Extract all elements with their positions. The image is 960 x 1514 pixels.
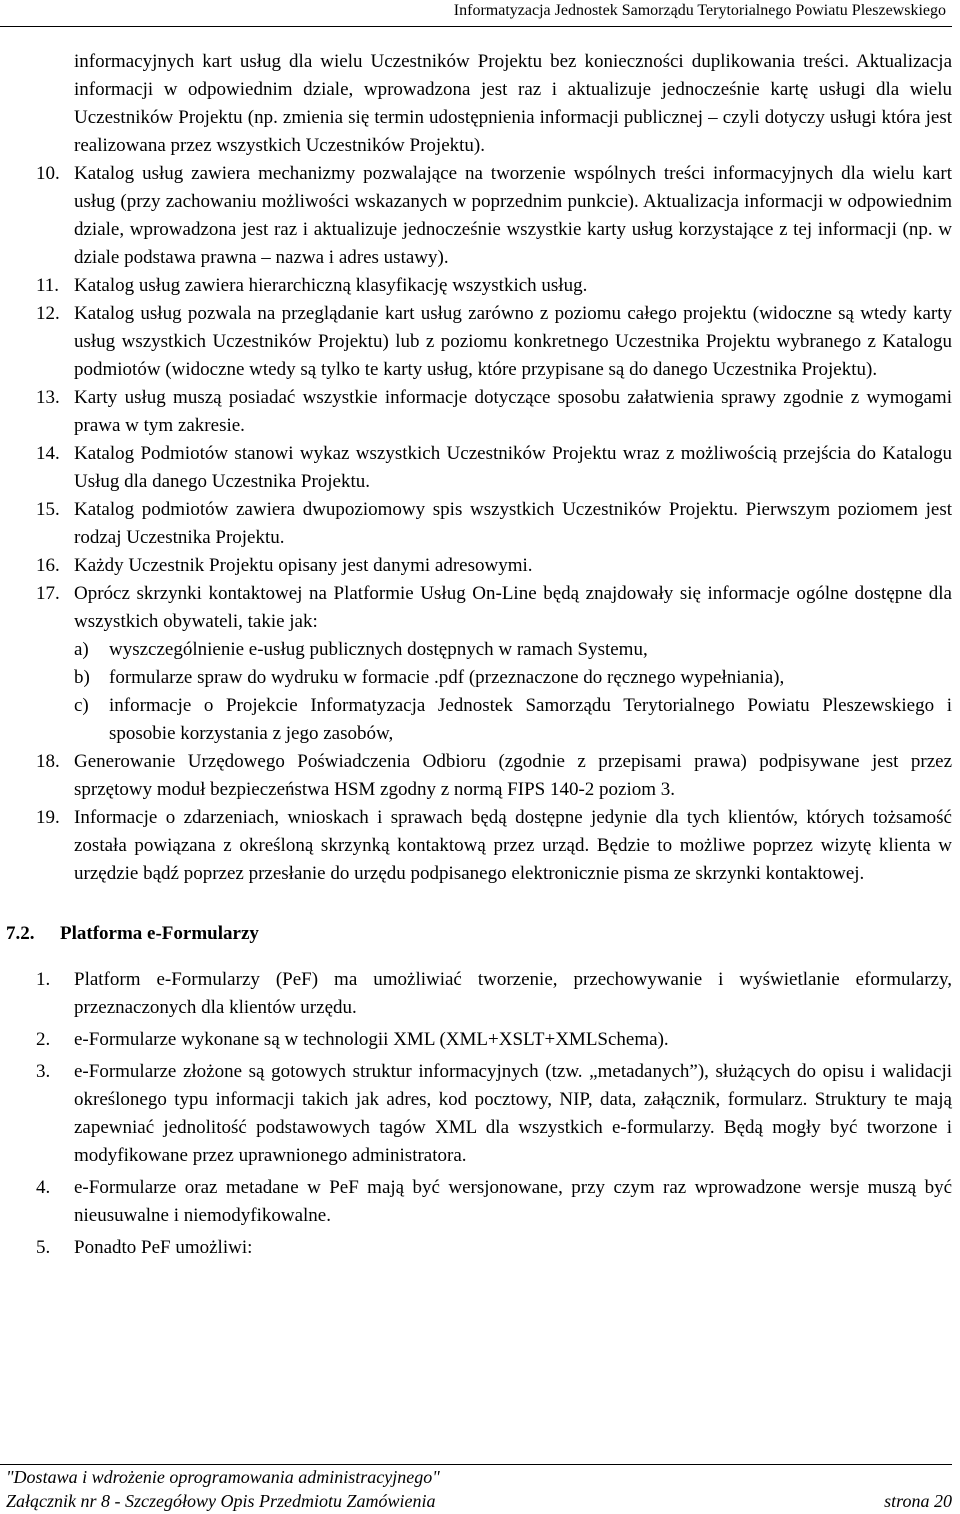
list-item [36, 966, 952, 1022]
item-text: Ponadto PeF umożliwi: [74, 1237, 253, 1258]
document-body [6, 48, 952, 1266]
item-number: 17. [36, 583, 60, 604]
list-item [36, 1234, 952, 1262]
sub-list-item [74, 636, 952, 664]
continuation-paragraph: informacyjnych kart usług dla wielu Uczestników Projektu bez konieczności duplikowania treści. Aktualizacja informacji w odpowiednim dziale, wprowadzona jest raz i aktualizuje jednocześnie kartę usługi dla wielu Uczestników Projektu (np. zmienia się termin udostępnienia informacji publicznej – czyli dotyczy usługi która jest realizowana przez wszystkich Uczestników Projektu). [74, 51, 952, 156]
item-number: 4. [36, 1177, 51, 1198]
item-text: Katalog usług zawiera mechanizmy pozwalające na tworzenie wspólnych treści informacyjnych dla wielu kart usług (przy zachowaniu możliwości wskazanych w poprzednim punkcie). Aktualizacja informacji w odpowiednim dziale, wprowadzona jest raz i aktualizuje jednocześnie wszystkie karty usług korzystające z tej informacji (np. w dziale podstawa prawna – nazwa i adres ustawy). [74, 163, 952, 268]
item-text: Katalog usług pozwala na przeglądanie kart usług zarówno z poziomu całego projektu (widoczne są wtedy karty usług wszystkich Uczestników Projektu) lub z poziomu konkretnego Uczestnika Projektu wybranego z Katalogu podmiotów (widoczne wtedy są tylko te karty usług, które przypisane są do danego Uczestnika Projektu). [74, 303, 952, 380]
list-item [36, 300, 952, 384]
item-text: Generowanie Urzędowego Poświadczenia Odbioru (zgodnie z przepisami prawa) podpisywane jest przez sprzętowy moduł bezpieczeństwa HSM zgodny z normą FIPS 140-2 poziom 3. [74, 751, 952, 800]
item-text: Platform e-Formularzy (PeF) ma umożliwiać tworzenie, przechowywanie i wyświetlanie eformularzy, przeznaczonych dla klientów urzędu. [74, 969, 952, 1018]
list-item [36, 272, 952, 300]
item-number: 16. [36, 555, 60, 576]
section-heading [6, 920, 952, 948]
list-item [36, 552, 952, 580]
list-item [36, 1026, 952, 1054]
list-item [36, 160, 952, 272]
item-text: Każdy Uczestnik Projektu opisany jest danymi adresowymi. [74, 555, 533, 576]
list-item [36, 1058, 952, 1170]
item-number: 18. [36, 751, 60, 772]
item-number: 10. [36, 163, 60, 184]
item-text: e-Formularze oraz metadane w PeF mają być wersjonowane, przy czym raz wprowadzone wersje muszą być nieusuwalne i niemodyfikowalne. [74, 1177, 952, 1226]
page-number: strona 20 [884, 1491, 952, 1511]
list-item [36, 1174, 952, 1230]
item-text: e-Formularze złożone są gotowych struktur informacyjnych (tzw. „metadanych”), służących do opisu i walidacji określonego typu informacji takich jak adres, kod pocztowy, NIP, data, załącznik, formularz. Struktury te mają zapewniać jednolitość podstawowych tagów XML dla wszystkich e-formularzy. Będą mogły być tworzone i modyfikowane przez uprawnionego administratora. [74, 1061, 952, 1166]
list-item [36, 580, 952, 636]
header-title: Informatyzacja Jednostek Samorządu Terytorialnego Powiatu Pleszewskiego [453, 2, 946, 19]
list-item [36, 804, 952, 888]
item-text: Katalog usług zawiera hierarchiczną klasyfikację wszystkich usług. [74, 275, 588, 296]
item-number: 15. [36, 499, 60, 520]
footer-contract-title: "Dostawa i wdrożenie oprogramowania administracyjnego" [6, 1467, 440, 1487]
section-list [36, 966, 952, 1262]
sub-item-letter: b) [74, 667, 90, 688]
sub-item-text: formularze spraw do wydruku w formacie .pdf (przeznaczone do ręcznego wypełniania), [109, 667, 785, 688]
sub-item-letter: a) [74, 639, 89, 660]
item-number: 19. [36, 807, 60, 828]
sub-list-item [74, 664, 952, 692]
item-text: Informacje o zdarzeniach, wnioskach i sprawach będą dostępne jedynie dla tych klientów, których tożsamość została powiązana z określoną skrzynką kontaktową przez urząd. Będzie to możliwe poprzez wizytę klienta w urzędzie bądź poprzez przesłanie do urzędu podpisanego elektronicznie pisma ze skrzynki kontaktowej. [74, 807, 952, 884]
item-number: 3. [36, 1061, 51, 1082]
sub-item-text: informacje o Projekcie Informatyzacja Jednostek Samorządu Terytorialnego Powiatu Pleszewskiego i sposobie korzystania z jego zasobów, [109, 695, 952, 744]
item-number: 13. [36, 387, 60, 408]
item-number: 1. [36, 969, 51, 990]
footer-attachment: Załącznik nr 8 - Szczegółowy Opis Przedmiotu Zamówienia [6, 1491, 436, 1511]
item-text: Katalog podmiotów zawiera dwupoziomowy spis wszystkich Uczestników Projektu. Pierwszym poziomem jest rodzaj Uczestnika Projektu. [74, 499, 952, 548]
item-number: 14. [36, 443, 60, 464]
section-number: 7.2. [6, 923, 35, 944]
item-number: 11. [36, 275, 60, 296]
item-text: Karty usług muszą posiadać wszystkie informacje dotyczące sposobu załatwienia sprawy zgodnie z wymogami prawa w tym zakresie. [74, 387, 952, 436]
list-item [36, 440, 952, 496]
page-header [0, 0, 952, 27]
sub-item-text: wyszczególnienie e-usług publicznych dostępnych w ramach Systemu, [109, 639, 648, 660]
section-title: Platforma e-Formularzy [60, 923, 259, 944]
list-item [36, 496, 952, 552]
item-text: Oprócz skrzynki kontaktowej na Platformie Usług On-Line będą znajdowały się informacje ogólne dostępne dla wszystkich obywateli, takie jak: [74, 583, 952, 632]
item-number: 5. [36, 1237, 51, 1258]
item-number: 2. [36, 1029, 51, 1050]
item-text: e-Formularze wykonane są w technologii XML (XML+XSLT+XMLSchema). [74, 1029, 669, 1050]
sub-item-letter: c) [74, 695, 89, 716]
page-footer [0, 1464, 952, 1513]
list-item [36, 748, 952, 804]
item-text: Katalog Podmiotów stanowi wykaz wszystkich Uczestników Projektu wraz z możliwością przejścia do Katalogu Usług dla danego Uczestnika Projektu. [74, 443, 952, 492]
item-number: 12. [36, 303, 60, 324]
list-item [36, 384, 952, 440]
sub-list-item [74, 692, 952, 748]
numbered-list [36, 160, 952, 888]
